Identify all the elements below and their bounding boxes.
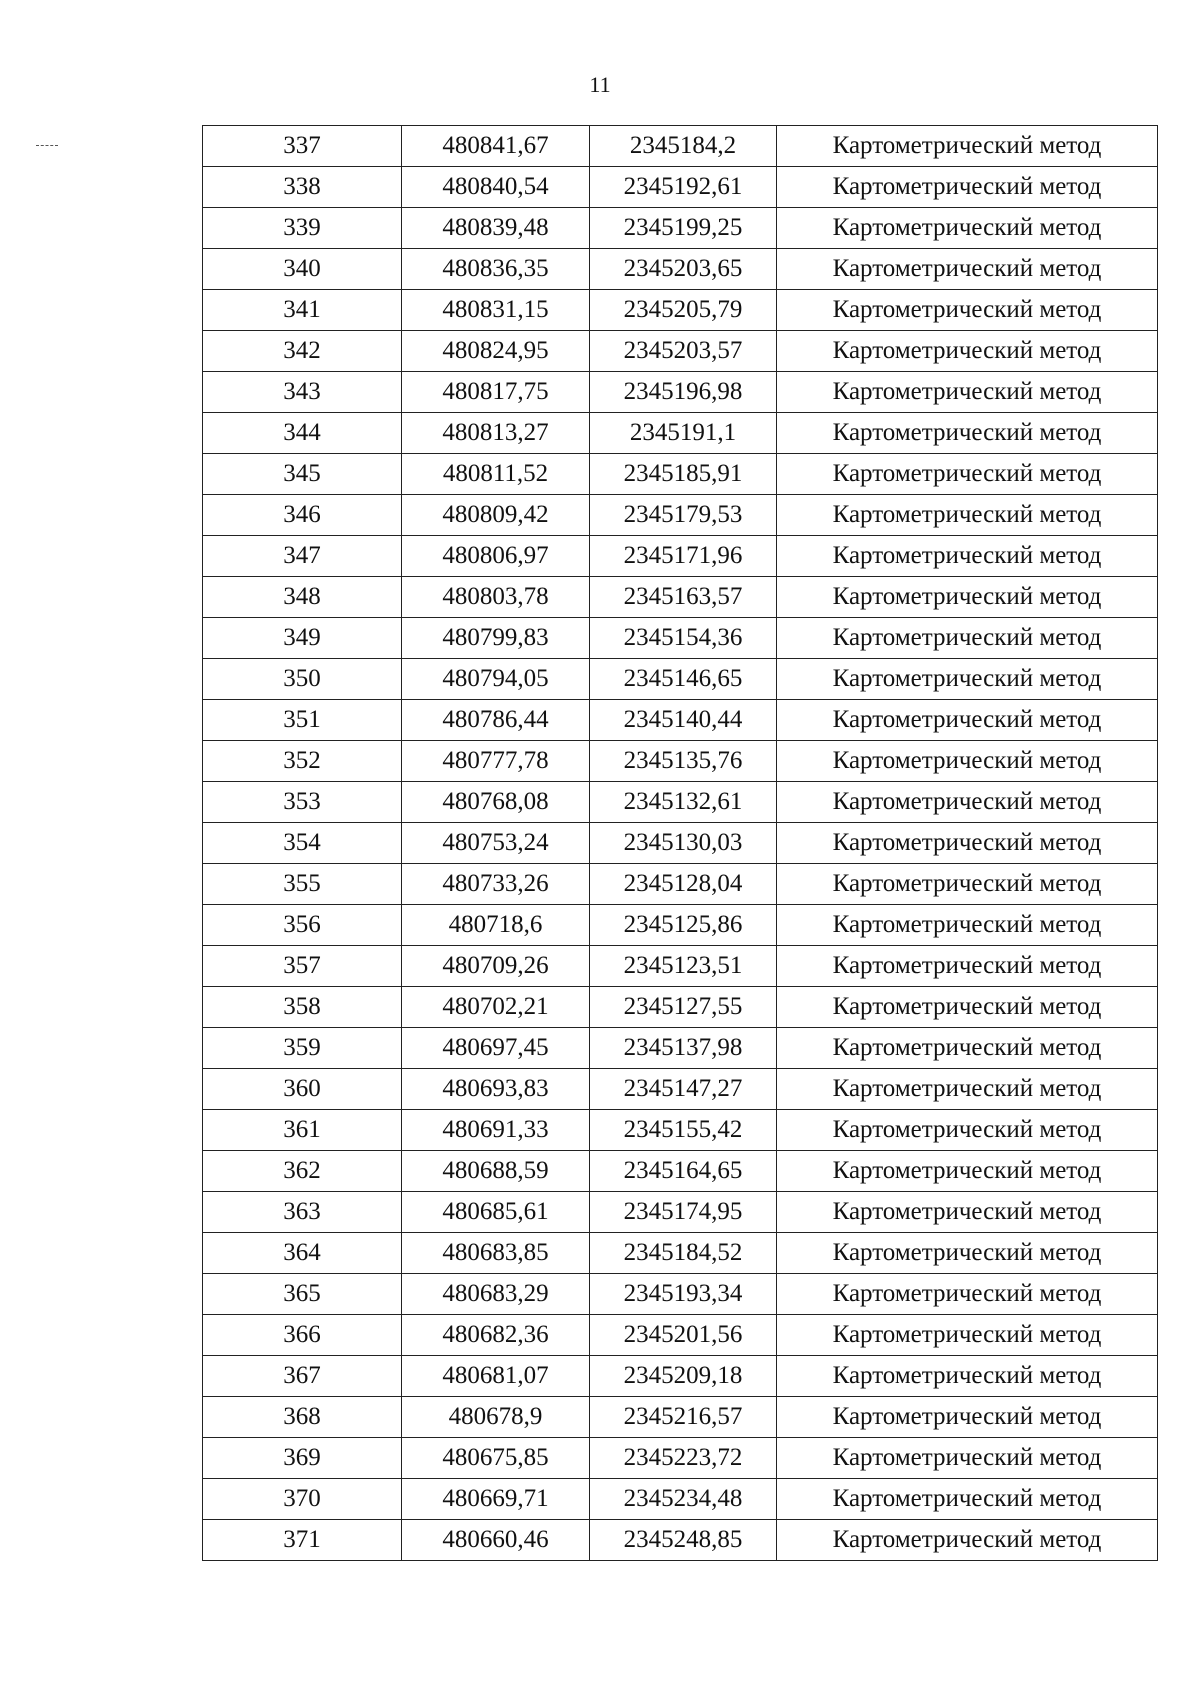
table-row <box>203 987 1158 1028</box>
point-number-cell: 341 <box>203 290 402 331</box>
point-number-cell: 367 <box>203 1356 402 1397</box>
method-cell: Картометрический метод <box>777 495 1158 536</box>
point-number-cell: 338 <box>203 167 402 208</box>
table-row <box>203 577 1158 618</box>
y-coordinate-cell: 2345155,42 <box>590 1110 777 1151</box>
x-coordinate-cell: 480786,44 <box>402 700 590 741</box>
point-number-cell: 368 <box>203 1397 402 1438</box>
point-number-cell: 371 <box>203 1520 402 1561</box>
method-cell: Картометрический метод <box>777 1192 1158 1233</box>
x-coordinate-cell: 480839,48 <box>402 208 590 249</box>
method-cell: Картометрический метод <box>777 946 1158 987</box>
y-coordinate-cell: 2345125,86 <box>590 905 777 946</box>
point-number-cell: 357 <box>203 946 402 987</box>
method-cell: Картометрический метод <box>777 659 1158 700</box>
method-cell: Картометрический метод <box>777 372 1158 413</box>
table-row <box>203 782 1158 823</box>
table-row <box>203 495 1158 536</box>
point-number-cell: 355 <box>203 864 402 905</box>
point-number-cell: 352 <box>203 741 402 782</box>
x-coordinate-cell: 480768,08 <box>402 782 590 823</box>
coordinates-table-body <box>203 126 1158 1561</box>
x-coordinate-cell: 480733,26 <box>402 864 590 905</box>
x-coordinate-cell: 480683,29 <box>402 1274 590 1315</box>
x-coordinate-cell: 480682,36 <box>402 1315 590 1356</box>
y-coordinate-cell: 2345137,98 <box>590 1028 777 1069</box>
table-row <box>203 1192 1158 1233</box>
point-number-cell: 348 <box>203 577 402 618</box>
x-coordinate-cell: 480718,6 <box>402 905 590 946</box>
x-coordinate-cell: 480809,42 <box>402 495 590 536</box>
table-row <box>203 1438 1158 1479</box>
y-coordinate-cell: 2345223,72 <box>590 1438 777 1479</box>
point-number-cell: 366 <box>203 1315 402 1356</box>
table-row <box>203 1233 1158 1274</box>
table-row <box>203 454 1158 495</box>
method-cell: Картометрический метод <box>777 782 1158 823</box>
method-cell: Картометрический метод <box>777 208 1158 249</box>
x-coordinate-cell: 480817,75 <box>402 372 590 413</box>
point-number-cell: 342 <box>203 331 402 372</box>
x-coordinate-cell: 480753,24 <box>402 823 590 864</box>
y-coordinate-cell: 2345140,44 <box>590 700 777 741</box>
method-cell: Картометрический метод <box>777 1233 1158 1274</box>
method-cell: Картометрический метод <box>777 1151 1158 1192</box>
table-row <box>203 741 1158 782</box>
y-coordinate-cell: 2345185,91 <box>590 454 777 495</box>
table-row <box>203 1397 1158 1438</box>
y-coordinate-cell: 2345135,76 <box>590 741 777 782</box>
point-number-cell: 345 <box>203 454 402 495</box>
y-coordinate-cell: 2345196,98 <box>590 372 777 413</box>
point-number-cell: 346 <box>203 495 402 536</box>
x-coordinate-cell: 480836,35 <box>402 249 590 290</box>
y-coordinate-cell: 2345203,57 <box>590 331 777 372</box>
y-coordinate-cell: 2345248,85 <box>590 1520 777 1561</box>
x-coordinate-cell: 480693,83 <box>402 1069 590 1110</box>
method-cell: Картометрический метод <box>777 331 1158 372</box>
table-row <box>203 126 1158 167</box>
method-cell: Картометрический метод <box>777 987 1158 1028</box>
x-coordinate-cell: 480831,15 <box>402 290 590 331</box>
table-row <box>203 864 1158 905</box>
x-coordinate-cell: 480813,27 <box>402 413 590 454</box>
point-number-cell: 359 <box>203 1028 402 1069</box>
table-row <box>203 167 1158 208</box>
table-row <box>203 905 1158 946</box>
table-row <box>203 823 1158 864</box>
x-coordinate-cell: 480824,95 <box>402 331 590 372</box>
point-number-cell: 339 <box>203 208 402 249</box>
x-coordinate-cell: 480669,71 <box>402 1479 590 1520</box>
point-number-cell: 369 <box>203 1438 402 1479</box>
table-row <box>203 1028 1158 1069</box>
y-coordinate-cell: 2345128,04 <box>590 864 777 905</box>
y-coordinate-cell: 2345171,96 <box>590 536 777 577</box>
point-number-cell: 362 <box>203 1151 402 1192</box>
y-coordinate-cell: 2345123,51 <box>590 946 777 987</box>
y-coordinate-cell: 2345234,48 <box>590 1479 777 1520</box>
method-cell: Картометрический метод <box>777 536 1158 577</box>
margin-mark <box>36 145 58 146</box>
table-row <box>203 1110 1158 1151</box>
method-cell: Картометрический метод <box>777 167 1158 208</box>
y-coordinate-cell: 2345192,61 <box>590 167 777 208</box>
y-coordinate-cell: 2345201,56 <box>590 1315 777 1356</box>
method-cell: Картометрический метод <box>777 413 1158 454</box>
table-row <box>203 208 1158 249</box>
y-coordinate-cell: 2345216,57 <box>590 1397 777 1438</box>
method-cell: Картометрический метод <box>777 864 1158 905</box>
method-cell: Картометрический метод <box>777 741 1158 782</box>
method-cell: Картометрический метод <box>777 290 1158 331</box>
point-number-cell: 347 <box>203 536 402 577</box>
y-coordinate-cell: 2345147,27 <box>590 1069 777 1110</box>
table-row <box>203 536 1158 577</box>
y-coordinate-cell: 2345199,25 <box>590 208 777 249</box>
table-row <box>203 1479 1158 1520</box>
x-coordinate-cell: 480688,59 <box>402 1151 590 1192</box>
page-number: 11 <box>589 72 611 97</box>
y-coordinate-cell: 2345193,34 <box>590 1274 777 1315</box>
point-number-cell: 350 <box>203 659 402 700</box>
point-number-cell: 364 <box>203 1233 402 1274</box>
x-coordinate-cell: 480841,67 <box>402 126 590 167</box>
table-row <box>203 1069 1158 1110</box>
x-coordinate-cell: 480683,85 <box>402 1233 590 1274</box>
method-cell: Картометрический метод <box>777 700 1158 741</box>
method-cell: Картометрический метод <box>777 1356 1158 1397</box>
point-number-cell: 358 <box>203 987 402 1028</box>
method-cell: Картометрический метод <box>777 454 1158 495</box>
y-coordinate-cell: 2345184,2 <box>590 126 777 167</box>
table-row <box>203 700 1158 741</box>
point-number-cell: 343 <box>203 372 402 413</box>
table-row <box>203 249 1158 290</box>
method-cell: Картометрический метод <box>777 1438 1158 1479</box>
y-coordinate-cell: 2345164,65 <box>590 1151 777 1192</box>
table-row <box>203 413 1158 454</box>
x-coordinate-cell: 480799,83 <box>402 618 590 659</box>
point-number-cell: 354 <box>203 823 402 864</box>
y-coordinate-cell: 2345132,61 <box>590 782 777 823</box>
y-coordinate-cell: 2345209,18 <box>590 1356 777 1397</box>
point-number-cell: 363 <box>203 1192 402 1233</box>
point-number-cell: 370 <box>203 1479 402 1520</box>
point-number-cell: 340 <box>203 249 402 290</box>
y-coordinate-cell: 2345205,79 <box>590 290 777 331</box>
x-coordinate-cell: 480675,85 <box>402 1438 590 1479</box>
x-coordinate-cell: 480777,78 <box>402 741 590 782</box>
table-row <box>203 1151 1158 1192</box>
point-number-cell: 361 <box>203 1110 402 1151</box>
table-row <box>203 331 1158 372</box>
method-cell: Картометрический метод <box>777 126 1158 167</box>
table-row <box>203 1356 1158 1397</box>
method-cell: Картометрический метод <box>777 577 1158 618</box>
point-number-cell: 351 <box>203 700 402 741</box>
x-coordinate-cell: 480678,9 <box>402 1397 590 1438</box>
point-number-cell: 360 <box>203 1069 402 1110</box>
x-coordinate-cell: 480709,26 <box>402 946 590 987</box>
x-coordinate-cell: 480702,21 <box>402 987 590 1028</box>
method-cell: Картометрический метод <box>777 1479 1158 1520</box>
x-coordinate-cell: 480691,33 <box>402 1110 590 1151</box>
point-number-cell: 356 <box>203 905 402 946</box>
x-coordinate-cell: 480681,07 <box>402 1356 590 1397</box>
point-number-cell: 344 <box>203 413 402 454</box>
table-row <box>203 1315 1158 1356</box>
method-cell: Картометрический метод <box>777 905 1158 946</box>
x-coordinate-cell: 480660,46 <box>402 1520 590 1561</box>
method-cell: Картометрический метод <box>777 823 1158 864</box>
table-row <box>203 618 1158 659</box>
method-cell: Картометрический метод <box>777 1274 1158 1315</box>
table-row <box>203 1274 1158 1315</box>
method-cell: Картометрический метод <box>777 249 1158 290</box>
x-coordinate-cell: 480685,61 <box>402 1192 590 1233</box>
x-coordinate-cell: 480697,45 <box>402 1028 590 1069</box>
y-coordinate-cell: 2345163,57 <box>590 577 777 618</box>
y-coordinate-cell: 2345154,36 <box>590 618 777 659</box>
y-coordinate-cell: 2345130,03 <box>590 823 777 864</box>
y-coordinate-cell: 2345174,95 <box>590 1192 777 1233</box>
method-cell: Картометрический метод <box>777 1028 1158 1069</box>
table-row <box>203 290 1158 331</box>
x-coordinate-cell: 480806,97 <box>402 536 590 577</box>
y-coordinate-cell: 2345203,65 <box>590 249 777 290</box>
x-coordinate-cell: 480803,78 <box>402 577 590 618</box>
point-number-cell: 349 <box>203 618 402 659</box>
y-coordinate-cell: 2345127,55 <box>590 987 777 1028</box>
point-number-cell: 353 <box>203 782 402 823</box>
table-row <box>203 1520 1158 1561</box>
x-coordinate-cell: 480811,52 <box>402 454 590 495</box>
x-coordinate-cell: 480840,54 <box>402 167 590 208</box>
table-row <box>203 659 1158 700</box>
method-cell: Картометрический метод <box>777 618 1158 659</box>
point-number-cell: 365 <box>203 1274 402 1315</box>
y-coordinate-cell: 2345184,52 <box>590 1233 777 1274</box>
coordinates-table <box>202 125 1158 1561</box>
y-coordinate-cell: 2345146,65 <box>590 659 777 700</box>
method-cell: Картометрический метод <box>777 1520 1158 1561</box>
method-cell: Картометрический метод <box>777 1315 1158 1356</box>
x-coordinate-cell: 480794,05 <box>402 659 590 700</box>
method-cell: Картометрический метод <box>777 1069 1158 1110</box>
method-cell: Картометрический метод <box>777 1110 1158 1151</box>
table-row <box>203 372 1158 413</box>
y-coordinate-cell: 2345179,53 <box>590 495 777 536</box>
table-row <box>203 946 1158 987</box>
y-coordinate-cell: 2345191,1 <box>590 413 777 454</box>
point-number-cell: 337 <box>203 126 402 167</box>
method-cell: Картометрический метод <box>777 1397 1158 1438</box>
